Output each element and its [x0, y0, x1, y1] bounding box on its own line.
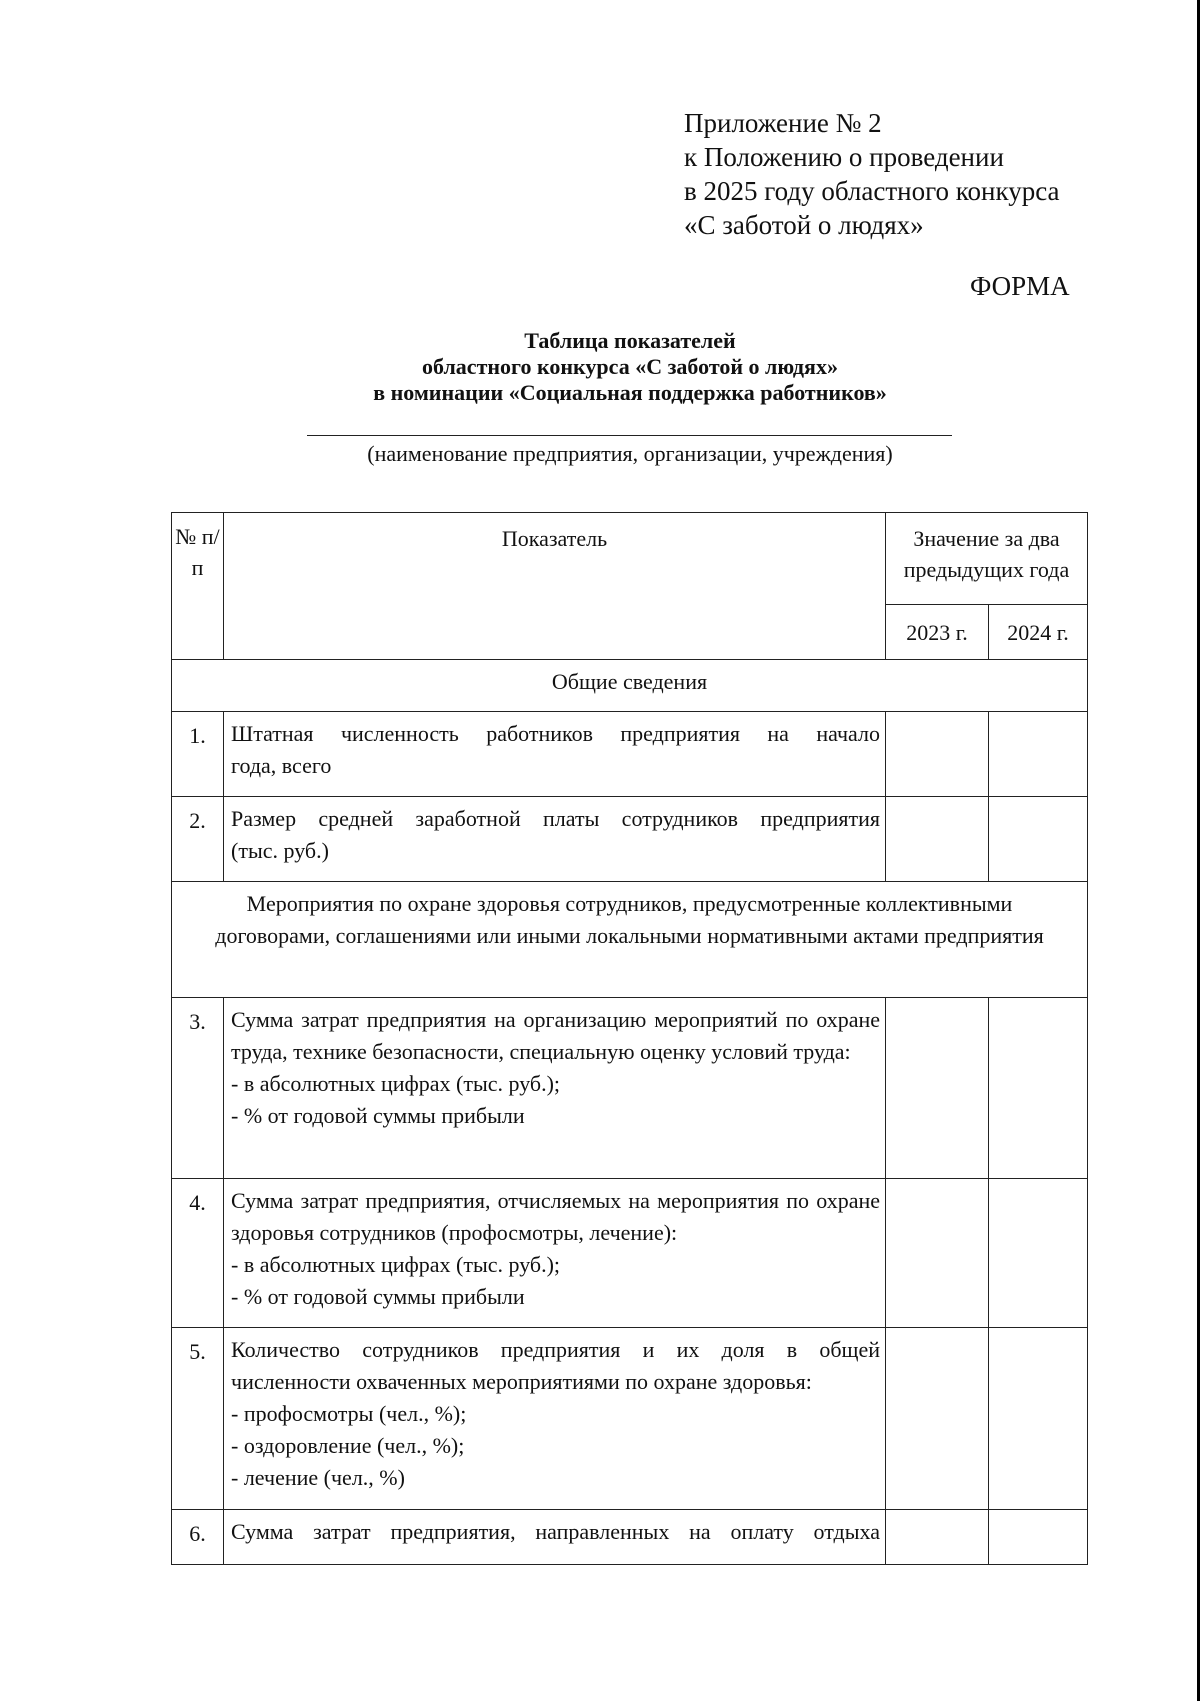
title-line: Таблица показателей	[524, 328, 736, 353]
value-2024-cell[interactable]	[989, 1179, 1088, 1328]
indicator-line: - в абсолютных цифрах (тыс. руб.);	[231, 1252, 561, 1277]
row-number: 5.	[172, 1328, 224, 1510]
row-number: 6.	[172, 1510, 224, 1565]
table-row	[172, 998, 1088, 1179]
indicator-line: Сумма затрат предприятия, направленных на оплату отдыха	[231, 1519, 880, 1544]
appendix-line: в 2025 году областного конкурса	[684, 176, 1060, 206]
header-year-2023: 2023 г.	[886, 605, 989, 660]
row-indicator	[224, 1510, 886, 1565]
indicator-line: - в абсолютных цифрах (тыс. руб.);	[231, 1071, 561, 1096]
value-2023-cell[interactable]	[886, 1179, 989, 1328]
value-2024-cell[interactable]	[989, 712, 1088, 797]
table-row	[172, 1179, 1088, 1328]
value-2023-cell[interactable]	[886, 1328, 989, 1510]
appendix-line: «С заботой о людях»	[684, 210, 924, 240]
value-2023-cell[interactable]	[886, 1510, 989, 1565]
header-indicator: Показатель	[224, 513, 886, 660]
value-2023-cell[interactable]	[886, 998, 989, 1179]
appendix-line: к Положению о проведении	[684, 142, 1004, 172]
indicator-line: года, всего	[231, 753, 332, 778]
indicator-line: Сумма затрат предприятия на организацию мероприятий по охране труда, технике безопасности, специальную оценку условий труда:	[231, 1007, 880, 1064]
table-row	[172, 797, 1088, 882]
indicator-line: Количество сотрудников предприятия и их доля в общей численности охваченных мероприятиями по охране здоровья:	[231, 1337, 880, 1394]
title-line: в номинации «Социальная поддержка работников»	[373, 380, 887, 405]
row-indicator	[224, 712, 886, 797]
indicator-line: (тыс. руб.)	[231, 838, 329, 863]
header-year-2024: 2024 г.	[989, 605, 1088, 660]
value-2024-cell[interactable]	[989, 1328, 1088, 1510]
organization-name-line	[307, 435, 952, 436]
row-indicator	[224, 1328, 886, 1510]
row-indicator	[224, 797, 886, 882]
value-2024-cell[interactable]	[989, 797, 1088, 882]
appendix-block	[684, 106, 1060, 242]
organization-caption: (наименование предприятия, организации, учреждения)	[367, 441, 893, 466]
table-row	[172, 712, 1088, 797]
indicator-line: - оздоровление (чел., %);	[231, 1433, 465, 1458]
value-2024-cell[interactable]	[989, 1510, 1088, 1565]
value-2023-cell[interactable]	[886, 712, 989, 797]
header-value: Значение за два предыдущих года	[886, 513, 1088, 605]
row-number: 1.	[172, 712, 224, 797]
indicator-line: - лечение (чел., %)	[231, 1465, 405, 1490]
indicator-line: Штатная численность работников предприятия на начало	[231, 721, 880, 746]
value-2023-cell[interactable]	[886, 797, 989, 882]
indicator-line: Сумма затрат предприятия, отчисляемых на мероприятия по охране здоровья сотрудников (профосмотры, лечение):	[231, 1188, 880, 1245]
form-label: ФОРМА	[970, 271, 1070, 301]
indicator-line: - % от годовой суммы прибыли	[231, 1284, 525, 1309]
indicator-line: - % от годовой суммы прибыли	[231, 1103, 525, 1128]
table-row	[172, 1510, 1088, 1565]
header-number: № п/п	[172, 513, 224, 660]
indicator-line: - профосмотры (чел., %);	[231, 1401, 467, 1426]
appendix-line: Приложение № 2	[684, 108, 882, 138]
section-health: Мероприятия по охране здоровья сотрудников, предусмотренные коллективными договорами, соглашениями или иными локальными нормативными актами предприятия	[172, 882, 1088, 998]
row-number: 4.	[172, 1179, 224, 1328]
document-title	[170, 328, 1090, 406]
indicator-line: Размер средней заработной платы сотрудников предприятия	[231, 806, 880, 831]
row-indicator	[224, 1179, 886, 1328]
row-number: 3.	[172, 998, 224, 1179]
value-2024-cell[interactable]	[989, 998, 1088, 1179]
section-general: Общие сведения	[172, 660, 1088, 712]
row-number: 2.	[172, 797, 224, 882]
indicators-table	[171, 512, 1088, 1565]
title-line: областного конкурса «С заботой о людях»	[422, 354, 838, 379]
table-row	[172, 1328, 1088, 1510]
row-indicator	[224, 998, 886, 1179]
